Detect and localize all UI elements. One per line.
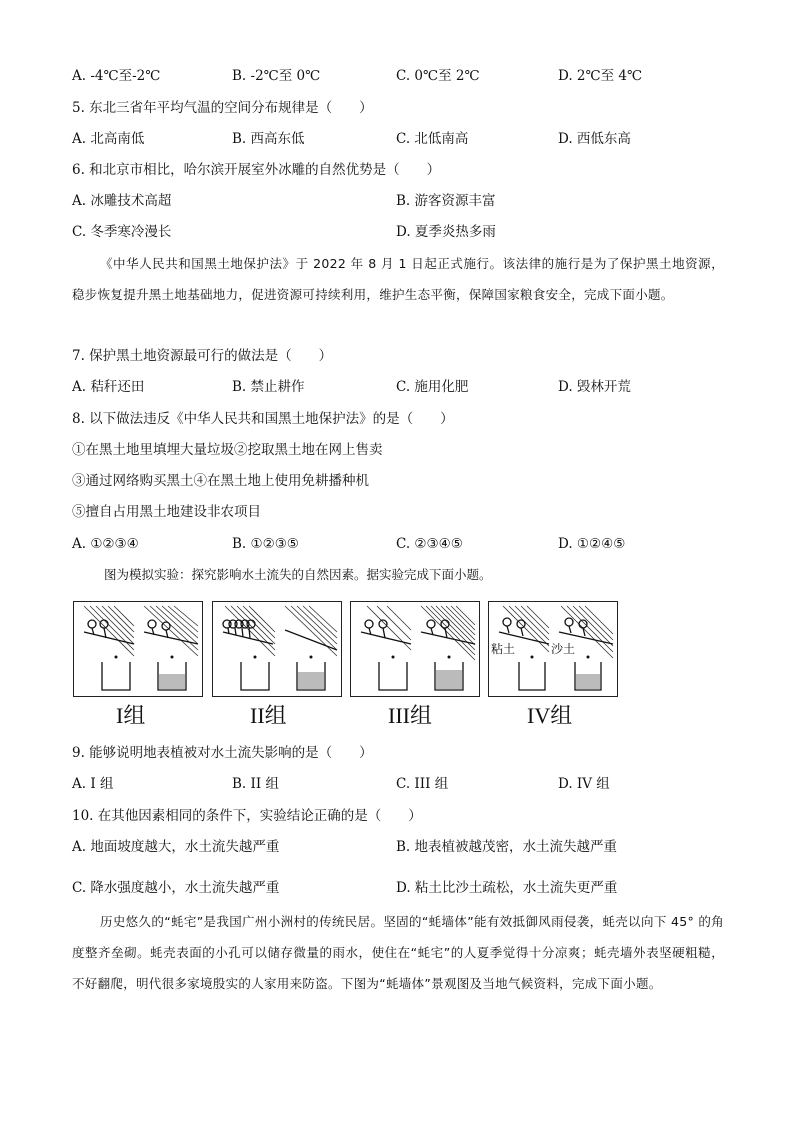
q8-stem: 8. 以下做法违反《中华人民共和国黑土地保护法》的是（ ）: [72, 411, 454, 427]
passage-black-soil-law: 《中华人民共和国黑土地保护法》于 2022 年 8 月 1 日起正式施行。该法律的施行是为了保护黑土地资源，稳步恢复提升黑土地基础地力，促进资源可持续利用，维护生态平衡，保障国家粮食安全，完成下面小题。: [72, 256, 724, 302]
q4-option-b[interactable]: B. -2℃至 0℃: [232, 68, 321, 84]
q8-item-line-2: ③通过网络购买黑土④在黑土地上使用免耕播种机: [72, 473, 369, 489]
q6-option-d[interactable]: D. 夏季炎热多雨: [396, 224, 496, 240]
q9-stem: 9. 能够说明地表植被对水土流失影响的是（ ）: [72, 745, 373, 761]
q7-stem: 7. 保护黑土地资源最可行的做法是（ ）: [72, 348, 333, 364]
q6-option-a[interactable]: A. 冰雕技术高超: [72, 193, 172, 209]
q8-option-d[interactable]: D. ①②④⑤: [558, 536, 626, 552]
q5-option-d[interactable]: D. 西低东高: [558, 131, 631, 147]
q5-option-b[interactable]: B. 西高东低: [232, 131, 305, 147]
soil-label-clay: 粘土: [491, 642, 516, 656]
group-label-1: I组: [116, 703, 146, 728]
q8-item-line-1: ①在黑土地里填埋大量垃圾②挖取黑土地在网上售卖: [72, 442, 383, 458]
group-label-2: II组: [250, 703, 287, 728]
q10-option-d[interactable]: D. 粘土比沙土疏松，水土流失更严重: [396, 880, 618, 896]
experiment-panel-group-3: [350, 601, 480, 697]
experiment-panel-group-1: [73, 601, 203, 697]
q7-option-a[interactable]: A. 秸秆还田: [72, 379, 145, 395]
soil-label-sand: 沙土: [551, 642, 576, 656]
q9-option-a[interactable]: A. I 组: [72, 776, 114, 792]
q6-option-c[interactable]: C. 冬季寒冷漫长: [72, 224, 172, 240]
q7-option-b[interactable]: B. 禁止耕作: [232, 379, 305, 395]
experiment-panel-group-4: [488, 601, 618, 697]
q8-option-a[interactable]: A. ①②③④: [72, 536, 139, 552]
q10-stem: 10. 在其他因素相同的条件下，实验结论正确的是（ ）: [72, 808, 422, 824]
q10-option-b[interactable]: B. 地表植被越茂密，水土流失越严重: [396, 839, 618, 855]
q9-option-b[interactable]: B. II 组: [232, 776, 279, 792]
q5-stem: 5. 东北三省年平均气温的空间分布规律是（ ）: [72, 100, 373, 116]
q4-option-d[interactable]: D. 2℃至 4℃: [558, 68, 643, 84]
q7-option-c[interactable]: C. 施用化肥: [396, 379, 469, 395]
q7-option-d[interactable]: D. 毁林开荒: [558, 379, 631, 395]
q4-option-c[interactable]: C. 0℃至 2℃: [396, 68, 480, 84]
q8-item-line-3: ⑤擅自占用黑土地建设非农项目: [72, 504, 261, 520]
figure-intro: 图为模拟实验：探究影响水土流失的自然因素。据实验完成下面小题。: [104, 567, 492, 582]
q6-option-b[interactable]: B. 游客资源丰富: [396, 193, 496, 209]
q5-option-c[interactable]: C. 北低南高: [396, 131, 469, 147]
q9-option-c[interactable]: C. III 组: [396, 776, 449, 792]
experiment-panel-group-2: [212, 601, 342, 697]
q10-option-a[interactable]: A. 地面坡度越大，水土流失越严重: [72, 839, 280, 855]
q6-stem: 6. 和北京市相比，哈尔滨开展室外冰雕的自然优势是（ ）: [72, 162, 441, 178]
q9-option-d[interactable]: D. IV 组: [558, 776, 610, 792]
q8-option-c[interactable]: C. ②③④⑤: [396, 536, 463, 552]
q8-option-b[interactable]: B. ①②③⑤: [232, 536, 299, 552]
group-label-4: IV组: [527, 703, 573, 728]
q5-option-a[interactable]: A. 北高南低: [72, 131, 145, 147]
q10-option-c[interactable]: C. 降水强度越小，水土流失越严重: [72, 880, 280, 896]
passage-oyster-house: 历史悠久的“蚝宅”是我国广州小洲村的传统民居。坚固的“蚝墙体”能有效抵御风雨侵袭，蚝壳以向下 45° 的角度整齐垒砌。蚝壳表面的小孔可以储存微量的雨水，使住在“蚝宅”的人夏季觉得十分凉爽；蚝壳墙外表坚硬粗糙，不好翻爬，明代很多家境殷实的人家用来防盗。下图为“蚝墙体”景观图及当地气候资料，完成下面小题。: [72, 914, 724, 991]
group-label-3: III组: [388, 703, 432, 728]
q4-option-a[interactable]: A. -4℃至-2℃: [72, 68, 161, 84]
